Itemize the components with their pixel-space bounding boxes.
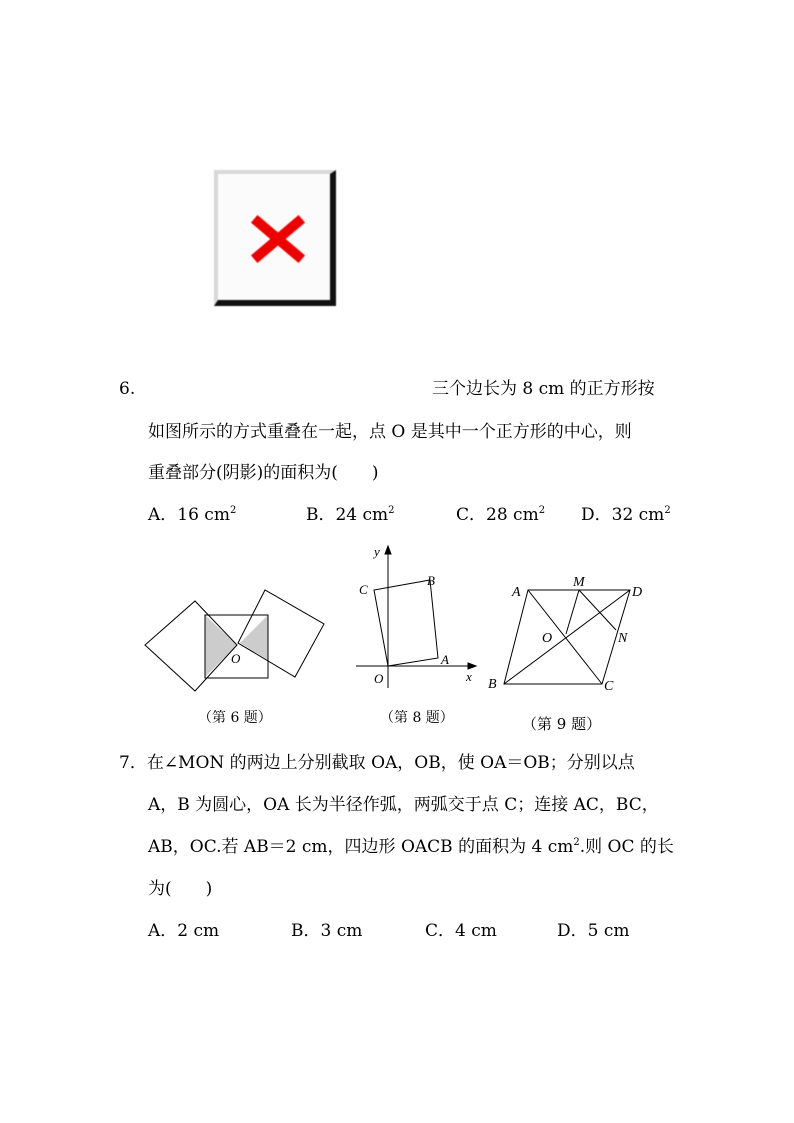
question-6-line-3: 重叠部分(阴影)的面积为( ): [148, 463, 379, 483]
fig8-label-a: A: [441, 652, 449, 667]
figure-6: [140, 585, 330, 695]
fig9-label-b: B: [488, 677, 497, 692]
q7-option-b: B．3 cm: [291, 921, 363, 941]
fig8-label-x: x: [466, 669, 472, 684]
fig9-label-n: N: [618, 631, 628, 646]
q7-option-d: D．5 cm: [557, 921, 630, 941]
figure-9-caption: （第 9 题）: [522, 715, 602, 733]
fig9-label-a: A: [512, 585, 521, 600]
q6-option-d: D．32 $cm^2$: [581, 505, 671, 525]
q7-option-c: C．4 cm: [425, 921, 497, 941]
fig9-label-c: C: [604, 679, 614, 694]
broken-image-icon: [218, 174, 330, 300]
fig8-label-o: O: [374, 671, 384, 686]
figure-6-caption: （第 6 题）: [198, 710, 272, 726]
figure-8: [350, 540, 480, 690]
fig6-label-o: O: [231, 651, 241, 666]
q6-option-b: B．24 $cm^2$: [306, 505, 395, 525]
fig9-label-m: M: [573, 575, 585, 590]
question-7-line-1: 7．在∠MON 的两边上分别截取 OA，OB，使 OA＝OB；分别以点: [119, 753, 635, 773]
question-6-number: 6.: [119, 379, 136, 399]
fig8-label-b: B: [427, 573, 435, 588]
q7-option-a: A．2 cm: [148, 921, 220, 941]
question-7-line-2: A，B 为圆心，OA 长为半径作弧，两弧交于点 C；连接 AC，BC，: [148, 795, 659, 815]
figure-9: [484, 570, 654, 695]
q6-option-c: C．28 $cm^2$: [456, 505, 546, 525]
question-7-line-4: 为( ): [148, 879, 213, 899]
fig9-label-d: D: [632, 585, 643, 600]
fig8-label-c: C: [359, 582, 368, 597]
question-7-line-3: AB，OC.若 AB＝2 cm，四边形 OACB 的面积为 4 $cm^2$.则 OC 的长: [148, 837, 674, 857]
q6-option-a: A．16 $cm^2$: [148, 505, 237, 525]
fig9-label-o: O: [542, 631, 553, 646]
question-6-line-1: 三个边长为 8 cm 的正方形按: [432, 379, 655, 399]
figure-8-caption: （第 8 题）: [380, 710, 454, 726]
broken-image: [214, 170, 336, 306]
fig8-label-y: y: [374, 544, 380, 559]
question-6-line-2: 如图所示的方式重叠在一起，点 O 是其中一个正方形的中心，则: [148, 422, 632, 442]
